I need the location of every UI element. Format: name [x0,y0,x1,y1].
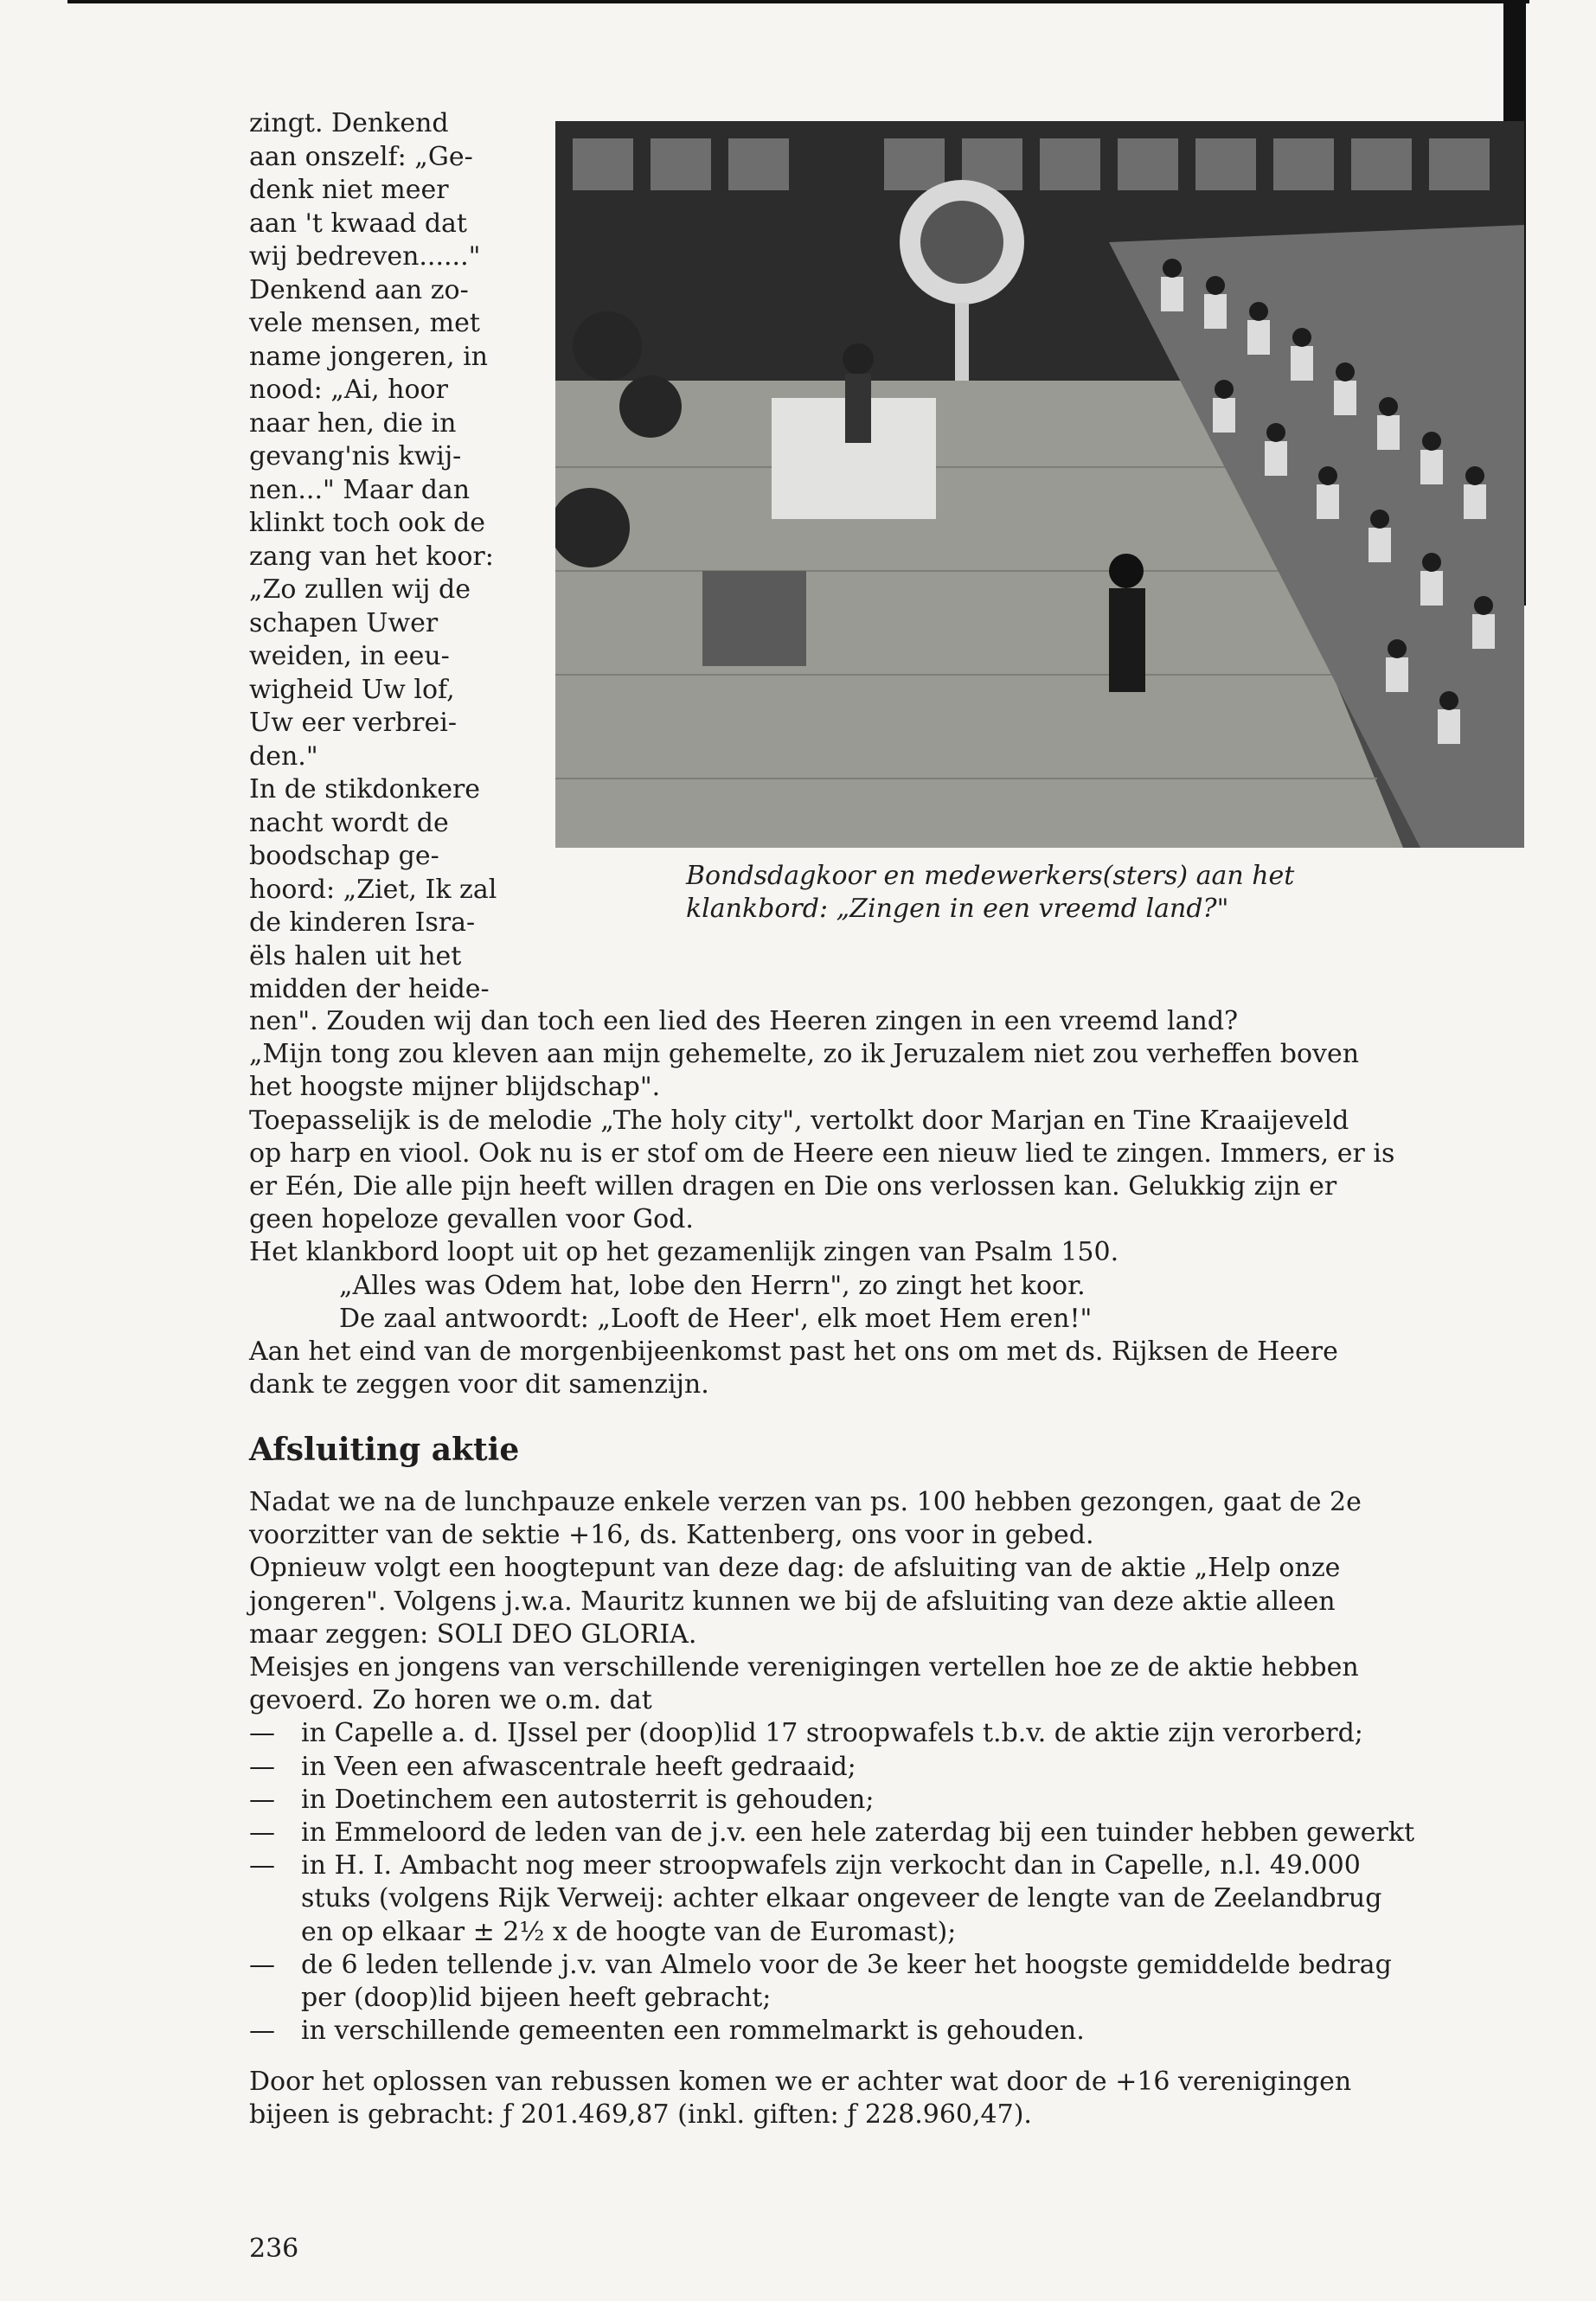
text-line: Meisjes en jongens van verschillende verenigingen vertellen hoe ze de aktie hebben [249,1652,1359,1683]
choir-photo [555,121,1524,848]
text-line: midden der heide- [249,974,490,1004]
closing-paragraph [249,2066,1471,2131]
text-line: ëls halen uit het [249,940,462,971]
list-item [249,1817,1471,1849]
text-line: aan 't kwaad dat [249,208,467,239]
text-line: klinkt toch ook de [249,508,486,538]
list-item [249,1849,1471,1949]
list-item-text: per (doop)lid bijeen heeft gebracht; [301,1983,772,2014]
text-line: op harp en viool. Ook nu is er stof om de Heere een nieuw lied te zingen. Immers, er is [249,1138,1395,1169]
dash-bullet: — [249,1949,275,1980]
text-line: zingt. Denkend [249,108,449,138]
text-line: boodschap ge- [249,841,439,871]
dash-bullet: — [249,1817,275,1849]
caption-line: Bondsdagkoor en medewerkers(sters) aan het [686,861,1295,891]
photo-caption [686,860,1465,926]
text-line: gevoerd. Zo horen we o.m. dat [249,1685,652,1716]
text-line: „Zo zullen wij de [249,574,471,605]
list-item-text: in Veen een afwascentrale heeft gedraaid; [301,1751,856,1782]
caption-line: klankbord: „Zingen in een vreemd land?" [686,894,1229,924]
text-line: wij bedreven......" [249,241,481,272]
text-line: maar zeggen: SOLI DEO GLORIA. [249,1618,697,1650]
text-line: bijeen is gebracht: ƒ 201.469,87 (inkl. giften: ƒ 228.960,47). [249,2099,1032,2131]
text-line: de kinderen Isra- [249,907,476,938]
text-line: er Eén, Die alle pijn heeft willen dragen en Die ons verlossen kan. Gelukkig zijn er [249,1171,1337,1202]
text-line: Nadat we na de lunchpauze enkele verzen van ps. 100 hebben gezongen, gaat de 2e [249,1487,1362,1517]
dash-bullet: — [249,2016,275,2047]
top-rule [67,0,1529,3]
list-item-text: en op elkaar ± 2½ x de hoogte van de Euromast); [301,1916,957,1947]
text-line: zang van het koor: [249,541,494,572]
text-line: Het klankbord loopt uit op het gezamenlijk zingen van Psalm 150. [249,1237,1119,1268]
text-line: name jongeren, in [249,341,488,372]
text-line: hoord: „Ziet, Ik zal [249,874,497,905]
page-number: 236 [249,2234,299,2264]
section-body [249,1486,1471,2048]
text-line: schapen Uwer [249,607,439,638]
text-line: vele mensen, met [249,308,480,338]
section-heading: Afsluiting aktie [249,1432,520,1468]
text-line: weiden, in eeu- [249,641,450,671]
dash-bullet: — [249,1784,275,1815]
text-line: aan onszelf: „Ge- [249,141,473,172]
text-line: Door het oplossen van rebussen komen we er achter wat door de +16 verenigingen [249,2067,1352,2097]
text-line: Toepasselijk is de melodie „The holy city", vertolkt door Marjan en Tine Kraaijeveld [249,1105,1349,1136]
text-line: nood: „Ai, hoor [249,375,448,405]
dash-bullet: — [249,1751,275,1782]
list-item-text: in Capelle a. d. IJssel per (doop)lid 17 stroopwafels t.b.v. de aktie zijn verorberd; [301,1718,1363,1749]
text-line: Denkend aan zo- [249,274,469,305]
text-line: den." [249,740,318,772]
list-item-text: in Emmeloord de leden van de j.v. een hele zaterdag bij een tuinder hebben gewerkt [301,1817,1415,1849]
continuation-text [249,1005,1471,1401]
dash-bullet: — [249,1718,275,1749]
text-line: dank te zeggen voor dit samenzijn. [249,1369,709,1400]
text-line: nacht wordt de [249,807,449,838]
text-line: denk niet meer [249,175,449,205]
list-item-text: de 6 leden tellende j.v. van Almelo voor de 3e keer het hoogste gemiddelde bedrag [301,1949,1392,1980]
list-item-text: in Doetinchem een autosterrit is gehouden; [301,1784,875,1815]
quote-line: De zaal antwoordt: „Looft de Heer', elk moet Hem eren!" [339,1303,1093,1334]
text-line: nen..." Maar dan [249,474,471,505]
quote-line: „Alles was Odem hat, lobe den Herrn", zo zingt het koor. [339,1270,1086,1301]
list-item [249,1949,1471,2015]
text-line: Opnieuw volgt een hoogtepunt van deze dag: de afsluiting van de aktie „Help onze [249,1553,1341,1584]
text-line: voorzitter van de sektie +16, ds. Kattenberg, ons voor in gebed. [249,1520,1094,1551]
text-line: jongeren". Volgens j.w.a. Mauritz kunnen we bij de afsluiting van deze aktie alleen [249,1586,1336,1617]
text-line: Uw eer verbrei- [249,708,457,738]
list-item-text: in verschillende gemeenten een rommelmarkt is gehouden. [301,2016,1085,2047]
text-line: „Mijn tong zou kleven aan mijn gehemelte, zo ik Jeruzalem niet zou verheffen boven [249,1039,1360,1070]
text-line: In de stikdonkere [249,774,481,804]
choir-photo-illustration [555,121,1524,848]
dash-bullet: — [249,1850,275,1881]
text-line: geen hopeloze gevallen voor God. [249,1204,694,1235]
narrow-text-column [249,107,543,1007]
list-item-text: stuks (volgens Rijk Verweij: achter elkaar ongeveer de lengte van de Zeelandbrug [301,1883,1382,1914]
list-item-text: in H. I. Ambacht nog meer stroopwafels zijn verkocht dan in Capelle, n.l. 49.000 [301,1850,1361,1881]
list-item [249,1784,1471,1817]
list-item [249,1751,1471,1784]
text-line: naar hen, die in [249,407,457,439]
list-item [249,1717,1471,1750]
text-line: gevang'nis kwij- [249,441,462,471]
text-line: het hoogste mijner blijdschap". [249,1072,661,1103]
list-item [249,2015,1471,2048]
text-line: Aan het eind van de morgenbijeenkomst past het ons om met ds. Rijksen de Heere [249,1336,1338,1368]
text-line: nen". Zouden wij dan toch een lied des Heeren zingen in een vreemd land? [249,1006,1239,1036]
text-line: wigheid Uw lof, [249,674,455,705]
